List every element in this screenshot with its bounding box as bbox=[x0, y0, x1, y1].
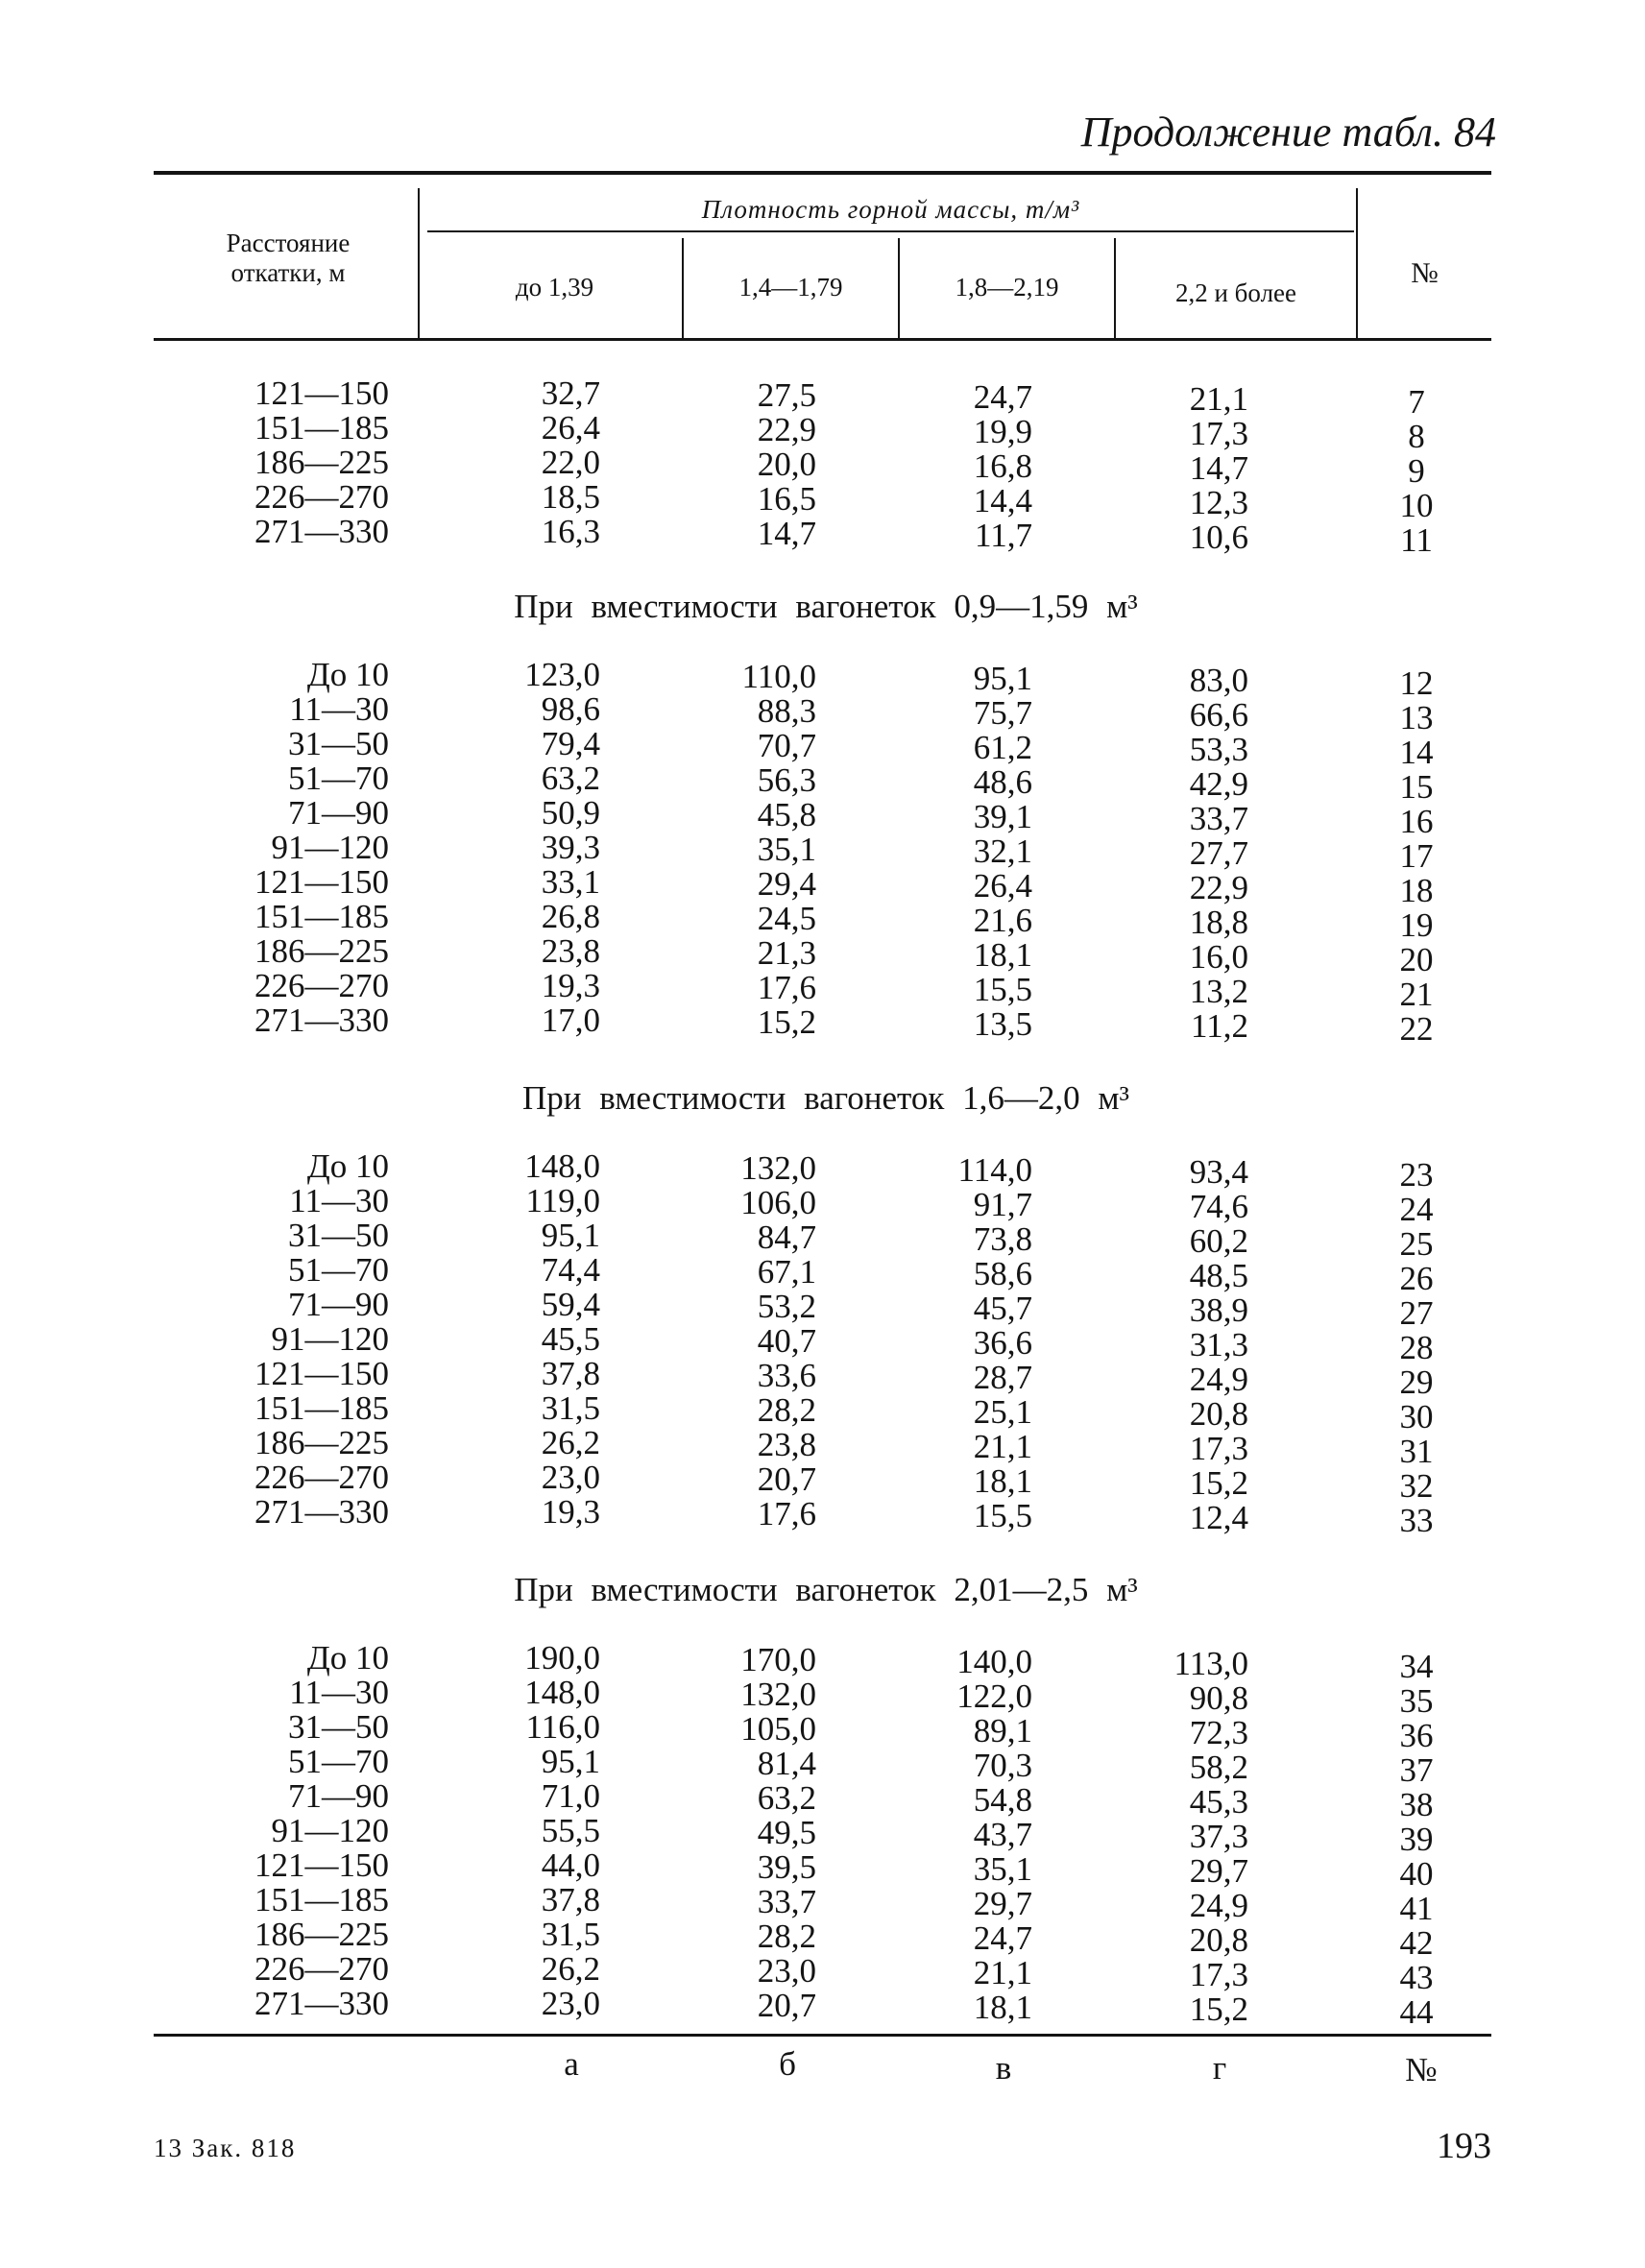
value-cell-g: 24,9 bbox=[1189, 1361, 1248, 1398]
number-cell: 39 bbox=[1399, 1821, 1434, 1858]
value-cell-a: 17,0 bbox=[541, 1001, 600, 1039]
value-cell-v: 75,7 bbox=[973, 694, 1032, 732]
number-cell: 7 bbox=[1408, 383, 1425, 421]
number-cell: 9 bbox=[1408, 452, 1425, 490]
number-cell: 16 bbox=[1399, 803, 1434, 840]
value-cell-g: 53,3 bbox=[1189, 731, 1248, 768]
number-cell: 27 bbox=[1399, 1294, 1434, 1332]
table-row bbox=[0, 444, 1645, 490]
value-cell-a: 44,0 bbox=[541, 1846, 600, 1884]
footer-label-number: № bbox=[1405, 2051, 1438, 2088]
value-cell-v: 114,0 bbox=[957, 1151, 1032, 1189]
value-cell-b: 110,0 bbox=[741, 658, 816, 695]
table-row bbox=[0, 1389, 1645, 1436]
value-cell-v: 140,0 bbox=[956, 1643, 1032, 1680]
value-cell-v: 14,4 bbox=[973, 482, 1032, 519]
value-cell-g: 24,9 bbox=[1189, 1887, 1248, 1924]
number-cell: 34 bbox=[1399, 1648, 1434, 1685]
value-cell-a: 16,3 bbox=[541, 513, 600, 550]
distance-cell: До 10 bbox=[306, 1639, 389, 1677]
table-row bbox=[0, 656, 1645, 702]
value-cell-g: 15,2 bbox=[1189, 1991, 1248, 2028]
table-row bbox=[0, 1286, 1645, 1332]
distance-cell: 91—120 bbox=[271, 1320, 389, 1358]
value-cell-b: 29,4 bbox=[757, 865, 816, 903]
value-cell-v: 91,7 bbox=[973, 1186, 1032, 1223]
value-cell-b: 56,3 bbox=[757, 761, 816, 799]
value-cell-v: 35,1 bbox=[973, 1850, 1032, 1888]
value-cell-a: 37,8 bbox=[541, 1881, 600, 1918]
value-cell-g: 17,3 bbox=[1189, 1956, 1248, 1993]
value-cell-a: 26,8 bbox=[541, 898, 600, 935]
table-row bbox=[0, 1743, 1645, 1789]
number-cell: 43 bbox=[1399, 1959, 1434, 1996]
value-cell-v: 21,1 bbox=[973, 1428, 1032, 1465]
table-bottom-rule bbox=[154, 2034, 1491, 2037]
column-header-3: 1,8—2,19 bbox=[955, 273, 1059, 302]
distance-cell: 31—50 bbox=[288, 1217, 389, 1254]
table-row bbox=[0, 1846, 1645, 1893]
number-cell: 22 bbox=[1399, 1010, 1434, 1048]
value-cell-g: 27,7 bbox=[1189, 834, 1248, 872]
column-header-2: 1,4—1,79 bbox=[738, 273, 843, 302]
value-cell-a: 23,8 bbox=[541, 932, 600, 970]
value-cell-v: 15,5 bbox=[973, 971, 1032, 1008]
table-row bbox=[0, 1001, 1645, 1048]
distance-cell: 186—225 bbox=[254, 444, 389, 481]
column-header-4: 2,2 и более bbox=[1174, 278, 1297, 307]
value-cell-v: 43,7 bbox=[973, 1816, 1032, 1853]
table-row bbox=[0, 760, 1645, 806]
value-cell-g: 15,2 bbox=[1189, 1464, 1248, 1502]
value-cell-a: 190,0 bbox=[524, 1639, 600, 1677]
value-cell-v: 45,7 bbox=[973, 1290, 1032, 1327]
density-header: Плотность горной массы, т/м³ bbox=[701, 195, 1080, 224]
value-cell-a: 45,5 bbox=[541, 1320, 600, 1358]
distance-cell: 186—225 bbox=[254, 932, 389, 970]
distance-cell: 31—50 bbox=[288, 1708, 389, 1746]
table-row bbox=[0, 1881, 1645, 1927]
footer-label-v: в bbox=[995, 2049, 1012, 2087]
value-cell-a: 79,4 bbox=[541, 725, 600, 762]
table-top-rule bbox=[154, 171, 1491, 175]
value-cell-v: 48,6 bbox=[973, 763, 1032, 801]
value-cell-b: 45,8 bbox=[757, 796, 816, 833]
value-cell-a: 148,0 bbox=[524, 1147, 600, 1185]
value-cell-g: 33,7 bbox=[1189, 800, 1248, 837]
value-cell-a: 32,7 bbox=[541, 374, 600, 412]
value-cell-a: 26,2 bbox=[541, 1950, 600, 1988]
number-cell: 41 bbox=[1399, 1890, 1434, 1927]
number-cell: 11 bbox=[1400, 521, 1433, 559]
value-cell-v: 19,9 bbox=[973, 413, 1032, 450]
value-cell-v: 18,1 bbox=[973, 1989, 1032, 2026]
value-cell-g: 83,0 bbox=[1189, 662, 1248, 699]
value-cell-v: 54,8 bbox=[973, 1781, 1032, 1819]
value-cell-v: 24,7 bbox=[973, 1919, 1032, 1957]
value-cell-g: 18,8 bbox=[1189, 904, 1248, 941]
value-cell-a: 18,5 bbox=[541, 478, 600, 516]
value-cell-b: 15,2 bbox=[757, 1003, 816, 1041]
value-cell-g: 90,8 bbox=[1189, 1679, 1248, 1717]
value-cell-v: 36,6 bbox=[973, 1324, 1032, 1362]
value-cell-v: 32,1 bbox=[973, 832, 1032, 870]
table-row bbox=[0, 967, 1645, 1013]
table-row bbox=[0, 932, 1645, 978]
value-cell-g: 12,3 bbox=[1189, 484, 1248, 521]
value-cell-a: 119,0 bbox=[525, 1182, 600, 1219]
footer-label-g: г bbox=[1212, 2049, 1227, 2087]
value-cell-b: 106,0 bbox=[740, 1184, 816, 1221]
distance-cell: 151—185 bbox=[254, 898, 389, 935]
value-cell-g: 17,3 bbox=[1189, 1430, 1248, 1467]
value-cell-g: 12,4 bbox=[1189, 1499, 1248, 1536]
distance-cell: 271—330 bbox=[254, 1001, 389, 1039]
distance-cell: 226—270 bbox=[254, 1950, 389, 1988]
table-row bbox=[0, 1147, 1645, 1194]
value-cell-a: 123,0 bbox=[524, 656, 600, 693]
number-cell: 21 bbox=[1399, 976, 1434, 1013]
value-cell-b: 33,6 bbox=[757, 1357, 816, 1394]
number-cell: 33 bbox=[1399, 1502, 1434, 1539]
value-cell-g: 66,6 bbox=[1189, 696, 1248, 734]
distance-cell: 151—185 bbox=[254, 1881, 389, 1918]
table-row bbox=[0, 513, 1645, 559]
table-row bbox=[0, 1639, 1645, 1685]
value-cell-b: 132,0 bbox=[740, 1149, 816, 1187]
number-cell: 12 bbox=[1399, 664, 1434, 702]
header-bottom-rule bbox=[154, 338, 1491, 341]
value-cell-a: 33,1 bbox=[541, 863, 600, 901]
section-title: При вместимости вагонеток 2,01—2,5 м³ bbox=[514, 1571, 1138, 1608]
value-cell-g: 16,0 bbox=[1189, 938, 1248, 976]
distance-cell: 151—185 bbox=[254, 409, 389, 446]
value-cell-b: 63,2 bbox=[757, 1779, 816, 1817]
value-cell-a: 23,0 bbox=[541, 1459, 600, 1496]
value-cell-g: 20,8 bbox=[1189, 1395, 1248, 1433]
value-cell-a: 19,3 bbox=[541, 967, 600, 1004]
number-cell: 10 bbox=[1399, 487, 1434, 524]
value-cell-b: 105,0 bbox=[740, 1710, 816, 1748]
value-cell-b: 53,2 bbox=[757, 1288, 816, 1325]
distance-cell: 71—90 bbox=[288, 794, 389, 832]
value-cell-a: 71,0 bbox=[541, 1777, 600, 1815]
value-cell-g: 58,2 bbox=[1189, 1749, 1248, 1786]
distance-cell: 121—150 bbox=[254, 1355, 389, 1392]
table-row bbox=[0, 829, 1645, 875]
number-cell: 28 bbox=[1399, 1329, 1434, 1366]
number-cell: 15 bbox=[1399, 768, 1434, 806]
value-cell-b: 28,2 bbox=[757, 1391, 816, 1429]
distance-cell: 226—270 bbox=[254, 1459, 389, 1496]
value-cell-g: 20,8 bbox=[1189, 1921, 1248, 1959]
value-cell-v: 26,4 bbox=[973, 867, 1032, 905]
value-cell-v: 13,5 bbox=[973, 1005, 1032, 1043]
value-cell-v: 15,5 bbox=[973, 1497, 1032, 1534]
value-cell-a: 23,0 bbox=[541, 1985, 600, 2022]
value-cell-a: 98,6 bbox=[541, 690, 600, 728]
table-row bbox=[0, 794, 1645, 840]
value-cell-g: 31,3 bbox=[1189, 1326, 1248, 1363]
value-cell-g: 29,7 bbox=[1189, 1852, 1248, 1890]
distance-cell: 31—50 bbox=[288, 725, 389, 762]
distance-cell: 271—330 bbox=[254, 1493, 389, 1531]
number-cell: 32 bbox=[1399, 1467, 1434, 1505]
value-cell-b: 67,1 bbox=[757, 1253, 816, 1291]
value-cell-v: 28,7 bbox=[973, 1359, 1032, 1396]
value-cell-a: 26,2 bbox=[541, 1424, 600, 1461]
distance-cell: 121—150 bbox=[254, 863, 389, 901]
table-row bbox=[0, 1708, 1645, 1754]
number-cell: 44 bbox=[1399, 1993, 1434, 2031]
table-row bbox=[0, 1320, 1645, 1366]
number-cell: 8 bbox=[1408, 418, 1425, 455]
distance-cell: До 10 bbox=[306, 1147, 389, 1185]
value-cell-a: 59,4 bbox=[541, 1286, 600, 1323]
value-cell-a: 148,0 bbox=[524, 1674, 600, 1711]
value-cell-v: 16,8 bbox=[973, 447, 1032, 485]
value-cell-a: 26,4 bbox=[541, 409, 600, 446]
value-cell-b: 23,0 bbox=[757, 1952, 816, 1990]
value-cell-v: 18,1 bbox=[973, 1462, 1032, 1500]
distance-cell: До 10 bbox=[306, 656, 389, 693]
footer-label-b: б bbox=[779, 2045, 796, 2083]
number-cell: 24 bbox=[1399, 1191, 1434, 1228]
value-cell-b: 27,5 bbox=[757, 376, 816, 414]
distance-cell: 91—120 bbox=[271, 829, 389, 866]
value-cell-g: 45,3 bbox=[1189, 1783, 1248, 1821]
number-cell: 14 bbox=[1399, 734, 1434, 771]
section-title: При вместимости вагонеток 0,9—1,59 м³ bbox=[514, 588, 1138, 625]
value-cell-g: 11,2 bbox=[1191, 1007, 1248, 1045]
table-row bbox=[0, 374, 1645, 421]
value-cell-g: 74,6 bbox=[1189, 1188, 1248, 1225]
value-cell-v: 25,1 bbox=[973, 1393, 1032, 1431]
value-cell-b: 14,7 bbox=[757, 515, 816, 552]
table-row bbox=[0, 1674, 1645, 1720]
value-cell-g: 60,2 bbox=[1189, 1222, 1248, 1260]
distance-cell: 11—30 bbox=[289, 690, 389, 728]
value-cell-a: 63,2 bbox=[541, 760, 600, 797]
value-cell-g: 48,5 bbox=[1189, 1257, 1248, 1294]
section-title: При вместимости вагонеток 1,6—2,0 м³ bbox=[522, 1079, 1129, 1117]
value-cell-a: 50,9 bbox=[541, 794, 600, 832]
value-cell-b: 70,7 bbox=[757, 727, 816, 764]
value-cell-g: 22,9 bbox=[1189, 869, 1248, 906]
value-cell-a: 31,5 bbox=[541, 1389, 600, 1427]
value-cell-v: 70,3 bbox=[973, 1747, 1032, 1784]
page-number: 193 bbox=[1437, 2126, 1491, 2166]
number-cell: 38 bbox=[1399, 1786, 1434, 1823]
value-cell-a: 37,8 bbox=[541, 1355, 600, 1392]
value-cell-b: 20,0 bbox=[757, 446, 816, 483]
table-row bbox=[0, 1355, 1645, 1401]
value-cell-b: 49,5 bbox=[757, 1814, 816, 1851]
value-cell-b: 33,7 bbox=[757, 1883, 816, 1920]
number-cell: 35 bbox=[1399, 1682, 1434, 1720]
distance-cell: 11—30 bbox=[289, 1674, 389, 1711]
value-cell-a: 95,1 bbox=[541, 1743, 600, 1780]
value-cell-b: 21,3 bbox=[757, 934, 816, 972]
value-cell-g: 10,6 bbox=[1189, 519, 1248, 556]
value-cell-v: 39,1 bbox=[973, 798, 1032, 835]
distance-cell: 226—270 bbox=[254, 478, 389, 516]
table-row bbox=[0, 690, 1645, 736]
value-cell-v: 61,2 bbox=[973, 729, 1032, 766]
value-cell-b: 81,4 bbox=[757, 1745, 816, 1782]
number-cell: 29 bbox=[1399, 1363, 1434, 1401]
value-cell-v: 24,7 bbox=[973, 378, 1032, 416]
density-header-rule bbox=[427, 230, 1354, 232]
value-cell-g: 14,7 bbox=[1189, 449, 1248, 487]
value-cell-v: 58,6 bbox=[973, 1255, 1032, 1292]
distance-cell: 71—90 bbox=[288, 1286, 389, 1323]
number-cell: 40 bbox=[1399, 1855, 1434, 1893]
distance-header: Расстояние откатки, м bbox=[226, 229, 351, 288]
number-cell: 31 bbox=[1399, 1433, 1434, 1470]
table-row bbox=[0, 1985, 1645, 2031]
value-cell-b: 40,7 bbox=[757, 1322, 816, 1360]
table-row bbox=[0, 1950, 1645, 1996]
number-cell: 26 bbox=[1399, 1260, 1434, 1297]
value-cell-b: 20,7 bbox=[757, 1987, 816, 2024]
distance-cell: 51—70 bbox=[288, 1743, 389, 1780]
value-cell-a: 74,4 bbox=[541, 1251, 600, 1289]
value-cell-v: 29,7 bbox=[973, 1885, 1032, 1922]
table-row bbox=[0, 1217, 1645, 1263]
value-cell-b: 17,6 bbox=[757, 1495, 816, 1532]
distance-cell: 11—30 bbox=[289, 1182, 389, 1219]
table-row bbox=[0, 1812, 1645, 1858]
table-row bbox=[0, 1459, 1645, 1505]
value-cell-b: 39,5 bbox=[757, 1848, 816, 1886]
value-cell-b: 16,5 bbox=[757, 480, 816, 518]
value-cell-v: 18,1 bbox=[973, 936, 1032, 974]
table-row bbox=[0, 1777, 1645, 1823]
value-cell-a: 39,3 bbox=[541, 829, 600, 866]
number-cell: 20 bbox=[1399, 941, 1434, 978]
number-cell: 23 bbox=[1399, 1156, 1434, 1194]
distance-cell: 186—225 bbox=[254, 1916, 389, 1953]
value-cell-b: 22,9 bbox=[757, 411, 816, 448]
distance-cell: 71—90 bbox=[288, 1777, 389, 1815]
value-cell-a: 19,3 bbox=[541, 1493, 600, 1531]
distance-cell: 121—150 bbox=[254, 1846, 389, 1884]
table-row bbox=[0, 863, 1645, 909]
value-cell-v: 89,1 bbox=[973, 1712, 1032, 1749]
table-caption: Продолжение табл. 84 bbox=[1080, 109, 1496, 156]
value-cell-g: 113,0 bbox=[1173, 1645, 1248, 1682]
table-row bbox=[0, 1182, 1645, 1228]
value-cell-g: 37,3 bbox=[1189, 1818, 1248, 1855]
header-divider-1 bbox=[418, 188, 420, 338]
value-cell-v: 73,8 bbox=[973, 1220, 1032, 1258]
value-cell-g: 38,9 bbox=[1189, 1291, 1248, 1329]
table-row bbox=[0, 1424, 1645, 1470]
value-cell-a: 55,5 bbox=[541, 1812, 600, 1849]
footer-label-a: а bbox=[564, 2045, 579, 2083]
table-row bbox=[0, 898, 1645, 944]
value-cell-a: 22,0 bbox=[541, 444, 600, 481]
table-row bbox=[0, 1251, 1645, 1297]
value-cell-b: 28,2 bbox=[757, 1918, 816, 1955]
value-cell-g: 42,9 bbox=[1189, 765, 1248, 803]
value-cell-b: 88,3 bbox=[757, 692, 816, 730]
table-row bbox=[0, 409, 1645, 455]
value-cell-b: 23,8 bbox=[757, 1426, 816, 1463]
value-cell-v: 95,1 bbox=[973, 660, 1032, 697]
table-row bbox=[0, 1916, 1645, 1962]
value-cell-g: 21,1 bbox=[1189, 380, 1248, 418]
value-cell-b: 24,5 bbox=[757, 900, 816, 937]
value-cell-a: 116,0 bbox=[525, 1708, 600, 1746]
value-cell-a: 95,1 bbox=[541, 1217, 600, 1254]
number-cell: 36 bbox=[1399, 1717, 1434, 1754]
number-cell: 37 bbox=[1399, 1751, 1434, 1789]
value-cell-g: 13,2 bbox=[1189, 973, 1248, 1010]
value-cell-g: 17,3 bbox=[1189, 415, 1248, 452]
value-cell-b: 170,0 bbox=[740, 1641, 816, 1678]
number-cell: 42 bbox=[1399, 1924, 1434, 1962]
distance-cell: 271—330 bbox=[254, 513, 389, 550]
distance-cell: 121—150 bbox=[254, 374, 389, 412]
number-cell: 17 bbox=[1399, 837, 1434, 875]
value-cell-b: 132,0 bbox=[740, 1676, 816, 1713]
table-row bbox=[0, 725, 1645, 771]
value-cell-b: 35,1 bbox=[757, 831, 816, 868]
distance-cell: 91—120 bbox=[271, 1812, 389, 1849]
value-cell-g: 72,3 bbox=[1189, 1714, 1248, 1751]
distance-cell: 51—70 bbox=[288, 1251, 389, 1289]
value-cell-g: 93,4 bbox=[1189, 1153, 1248, 1191]
number-cell: 19 bbox=[1399, 906, 1434, 944]
value-cell-b: 17,6 bbox=[757, 969, 816, 1006]
number-cell: 18 bbox=[1399, 872, 1434, 909]
table-row bbox=[0, 1493, 1645, 1539]
value-cell-a: 31,5 bbox=[541, 1916, 600, 1953]
distance-cell: 271—330 bbox=[254, 1985, 389, 2022]
column-header-1: до 1,39 bbox=[515, 273, 594, 302]
number-cell: 30 bbox=[1399, 1398, 1434, 1436]
distance-cell: 151—185 bbox=[254, 1389, 389, 1427]
distance-cell: 186—225 bbox=[254, 1424, 389, 1461]
print-order-note: 13 Зак. 818 bbox=[154, 2134, 297, 2162]
value-cell-v: 21,1 bbox=[973, 1954, 1032, 1991]
value-cell-v: 21,6 bbox=[973, 902, 1032, 939]
distance-cell: 51—70 bbox=[288, 760, 389, 797]
number-header: № bbox=[1411, 257, 1439, 289]
value-cell-b: 84,7 bbox=[757, 1218, 816, 1256]
number-cell: 13 bbox=[1399, 699, 1434, 736]
value-cell-v: 122,0 bbox=[956, 1677, 1032, 1715]
number-cell: 25 bbox=[1399, 1225, 1434, 1263]
table-row bbox=[0, 478, 1645, 524]
value-cell-v: 11,7 bbox=[975, 517, 1032, 554]
value-cell-b: 20,7 bbox=[757, 1460, 816, 1498]
distance-cell: 226—270 bbox=[254, 967, 389, 1004]
